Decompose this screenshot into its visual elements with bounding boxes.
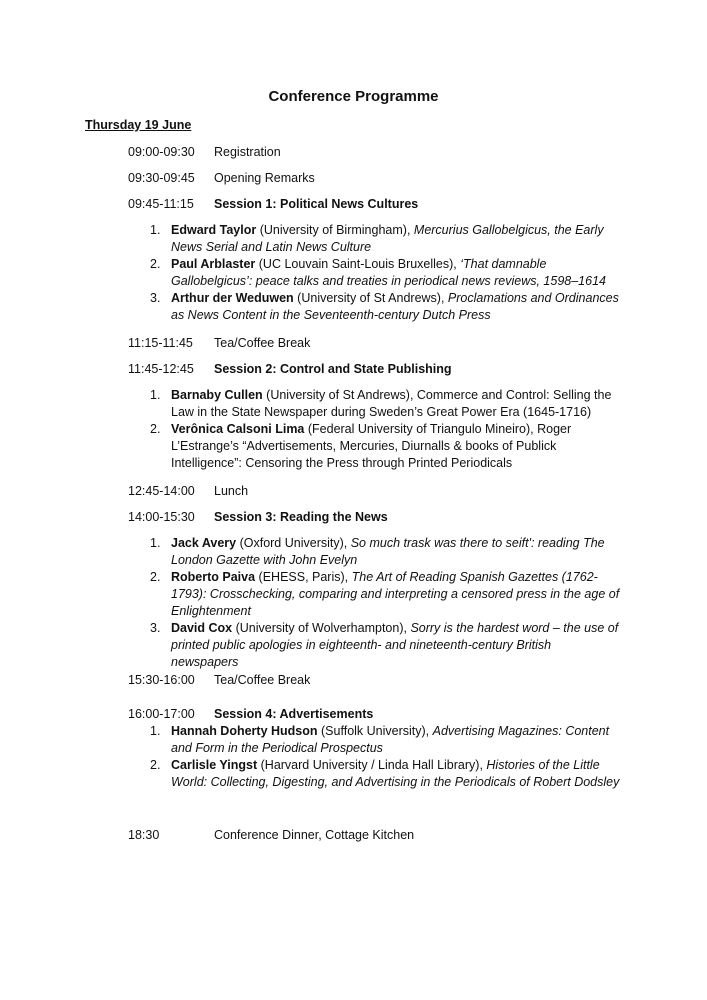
speaker-affiliation: (Suffolk University), bbox=[317, 724, 433, 738]
time-slot: 09:30-09:45 bbox=[128, 171, 195, 185]
talk-item bbox=[150, 569, 620, 620]
speaker-name: Jack Avery bbox=[171, 536, 237, 550]
session-title: Session 1: Political News Cultures bbox=[214, 197, 419, 211]
speaker-name: David Cox bbox=[171, 621, 233, 635]
event-label: Registration bbox=[214, 145, 281, 159]
speaker-affiliation: (University of St Andrews), bbox=[293, 291, 448, 305]
talk-number: 2. bbox=[150, 758, 161, 772]
speaker-name: Edward Taylor bbox=[171, 223, 257, 237]
talk-list bbox=[150, 387, 620, 472]
speaker-affiliation: (Federal University of Triangulo Mineiro), Roger L’Estrange’s “Advertisements, Mercuries, Diurnalls & books of Publick Intelligence”: Censoring the Press through Printed Periodicals bbox=[171, 422, 572, 470]
talk-number: 3. bbox=[150, 291, 161, 305]
talk-number: 1. bbox=[150, 724, 161, 738]
talk-number: 2. bbox=[150, 570, 161, 584]
speaker-name: Roberto Paiva bbox=[171, 570, 256, 584]
time-slot: 14:00-15:30 bbox=[128, 510, 195, 524]
time-slot: 11:45-12:45 bbox=[128, 362, 194, 376]
talk-item bbox=[150, 723, 620, 757]
talk-item bbox=[150, 222, 620, 256]
talk-title: Proclamations and Ordinances as News Content in the Seventeenth-century Dutch Press bbox=[171, 291, 619, 322]
session-title: Session 2: Control and State Publishing bbox=[214, 362, 452, 376]
page-title: Conference Programme bbox=[268, 88, 439, 105]
speaker-affiliation: (University of St Andrews), Commerce and Control: Selling the Law in the State Newspaper during Sweden’s Great Power Era (1645-1716) bbox=[171, 388, 612, 419]
talk-title: Mercurius Gallobelgicus, the Early News Serial and Latin News Culture bbox=[171, 223, 604, 254]
speaker-name: Arthur der Weduwen bbox=[171, 291, 294, 305]
event-label: Lunch bbox=[214, 484, 249, 498]
talk-list bbox=[150, 723, 620, 791]
speaker-name: Verônica Calsoni Lima bbox=[171, 422, 305, 436]
talk-title: Advertising Magazines: Content and Form in the Periodical Prospectus bbox=[171, 724, 610, 755]
talk-title: Sorry is the hardest word – the use of printed public apologies in eighteenth- and nineteenth-century British newspapers bbox=[171, 621, 619, 669]
speaker-affiliation: (Harvard University / Linda Hall Library), bbox=[257, 758, 487, 772]
talk-number: 1. bbox=[150, 536, 161, 550]
speaker-name: Barnaby Cullen bbox=[171, 388, 263, 402]
event-label: Conference Dinner, Cottage Kitchen bbox=[214, 828, 415, 842]
speaker-affiliation: (EHESS, Paris), bbox=[255, 570, 352, 584]
talk-number: 3. bbox=[150, 621, 161, 635]
talk-item bbox=[150, 256, 620, 290]
speaker-affiliation: (Oxford University), bbox=[236, 536, 351, 550]
event-label: Tea/Coffee Break bbox=[214, 336, 311, 350]
session-title: Session 3: Reading the News bbox=[214, 510, 388, 524]
session-title: Session 4: Advertisements bbox=[214, 707, 374, 721]
talk-number: 1. bbox=[150, 388, 161, 402]
talk-item bbox=[150, 620, 620, 671]
talk-list bbox=[150, 535, 620, 671]
talk-title: So much trask was there to seift': reading The London Gazette with John Evelyn bbox=[171, 536, 605, 567]
time-slot: 09:45-11:15 bbox=[128, 197, 194, 211]
talk-title: The Art of Reading Spanish Gazettes (1762-1793): Crosschecking, comparing and interpreting a censored press in the age of Enlightenment bbox=[171, 570, 620, 618]
day-heading: Thursday 19 June bbox=[85, 118, 192, 132]
time-slot: 18:30 bbox=[128, 828, 160, 842]
talk-item bbox=[150, 421, 620, 472]
speaker-name: Hannah Doherty Hudson bbox=[171, 724, 318, 738]
talk-list bbox=[150, 222, 620, 324]
time-slot: 09:00-09:30 bbox=[128, 145, 195, 159]
event-label: Opening Remarks bbox=[214, 171, 315, 185]
time-slot: 16:00-17:00 bbox=[128, 707, 195, 721]
talk-item bbox=[150, 757, 620, 791]
talk-number: 2. bbox=[150, 422, 161, 436]
time-slot: 11:15-11:45 bbox=[128, 336, 193, 350]
talk-item bbox=[150, 290, 620, 324]
time-slot: 15:30-16:00 bbox=[128, 673, 195, 687]
time-slot: 12:45-14:00 bbox=[128, 484, 195, 498]
speaker-affiliation: (UC Louvain Saint-Louis Bruxelles), bbox=[255, 257, 461, 271]
speaker-name: Carlisle Yingst bbox=[171, 758, 258, 772]
talk-title: Histories of the Little World: Collecting, Digesting, and Advertising in the Periodicals of Robert Dodsley bbox=[171, 758, 620, 789]
event-label: Tea/Coffee Break bbox=[214, 673, 311, 687]
talk-number: 2. bbox=[150, 257, 161, 271]
talk-number: 1. bbox=[150, 223, 161, 237]
talk-item bbox=[150, 387, 620, 421]
talk-item bbox=[150, 535, 620, 569]
speaker-affiliation: (University of Wolverhampton), bbox=[232, 621, 411, 635]
talk-title: ‘That damnable Gallobelgicus’: peace talks and treaties in periodical news reviews, 1598–1614 bbox=[171, 257, 606, 288]
speaker-name: Paul Arblaster bbox=[171, 257, 256, 271]
speaker-affiliation: (University of Birmingham), bbox=[256, 223, 414, 237]
